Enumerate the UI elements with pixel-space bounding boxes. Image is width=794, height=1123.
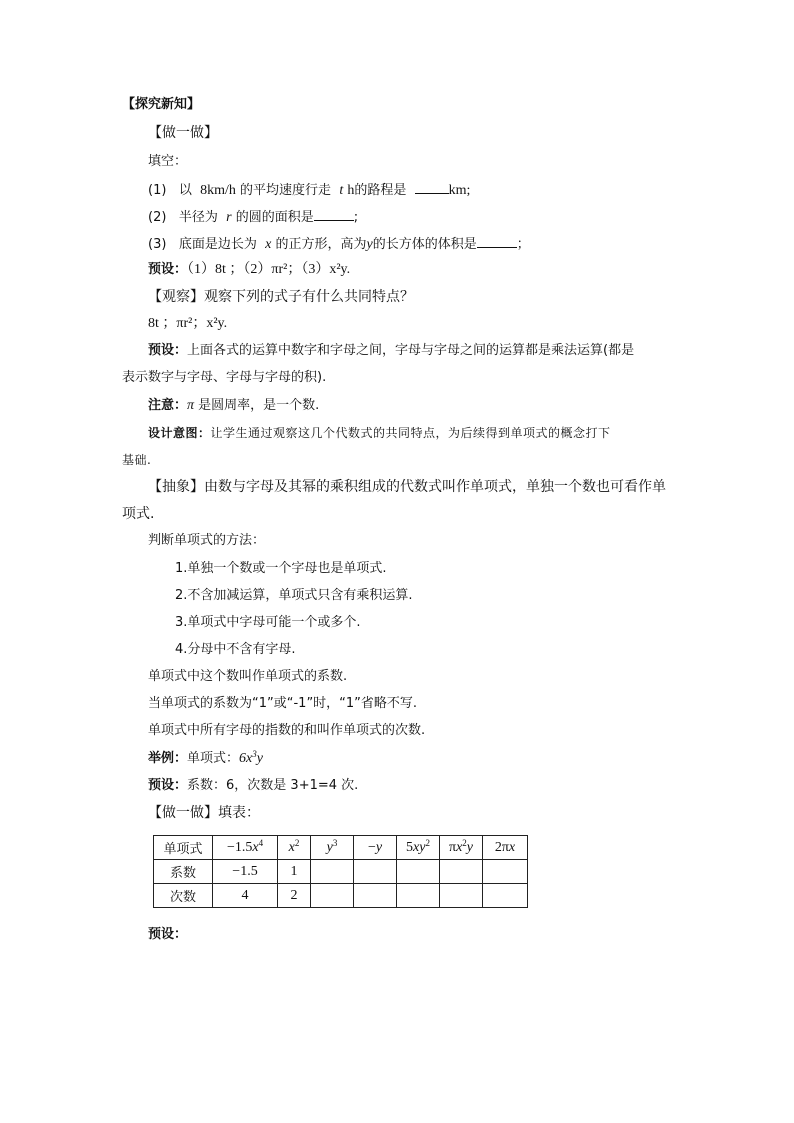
design-intent-text: 让学生通过观察这几个代数式的共同特点，为后续得到单项式的概念打下 bbox=[210, 426, 611, 440]
table-row bbox=[154, 836, 528, 860]
method-item-3: 3.单项式中字母可能一个或多个. bbox=[175, 615, 361, 630]
method-item-1: 1.单独一个数或一个字母也是单项式. bbox=[175, 561, 387, 576]
q3-prefix: 底面是边长为 bbox=[178, 237, 257, 252]
observe-line bbox=[148, 288, 414, 306]
degree-cell[interactable] bbox=[397, 884, 440, 908]
answer-label: 预设： bbox=[148, 262, 188, 277]
do-it-title: 【做一做】 bbox=[148, 125, 218, 141]
answer-line-1 bbox=[148, 261, 350, 279]
q2-suffix: 的圆的面积是 bbox=[235, 210, 314, 225]
example-line bbox=[148, 750, 263, 768]
final-preset-label: 预设： bbox=[148, 927, 188, 942]
note-line bbox=[148, 397, 319, 415]
degree-cell[interactable] bbox=[440, 884, 483, 908]
observe-text: 观察下列的式子有什么共同特点？ bbox=[204, 289, 414, 305]
degree-cell: 4 bbox=[213, 884, 278, 908]
q1-suffix: 的路程是 bbox=[354, 183, 407, 198]
q1-var-t: t bbox=[339, 183, 344, 198]
pi-symbol: π bbox=[187, 398, 195, 413]
row-label-coefficient: 系数 bbox=[154, 860, 213, 884]
monomial-cell: $5xy^2$ bbox=[397, 836, 440, 860]
example-text: 单项式： bbox=[187, 751, 240, 766]
table-row bbox=[154, 884, 528, 908]
definition-coefficient: 单项式中这个数叫作单项式的系数. bbox=[148, 669, 348, 684]
question-1 bbox=[148, 180, 470, 200]
monomial-cell: $y^3$ bbox=[311, 836, 354, 860]
q3-number: (3) bbox=[148, 237, 167, 252]
q2-prefix: 半径为 bbox=[178, 210, 218, 225]
q1-unit-h: h bbox=[347, 183, 355, 198]
q1-speed: 8km/h bbox=[200, 183, 236, 198]
q2-answer-blank[interactable] bbox=[314, 207, 354, 221]
example-expression: $6x^3y$ bbox=[239, 749, 263, 766]
definition-degree: 单项式中所有字母的指数的和叫作单项式的次数. bbox=[148, 723, 426, 738]
method-title: 判断单项式的方法： bbox=[148, 533, 266, 548]
q1-unit-km: km; bbox=[448, 183, 471, 198]
table-row bbox=[154, 860, 528, 884]
fill-instruction: 填空： bbox=[148, 154, 188, 169]
abstract-line-2: 项式. bbox=[122, 506, 155, 522]
section-heading: 【探究新知】 bbox=[122, 97, 201, 112]
q2-end: ; bbox=[353, 210, 359, 225]
example-label: 举例： bbox=[148, 751, 188, 766]
monomial-table bbox=[153, 835, 528, 908]
monomial-cell: 2πx bbox=[483, 836, 528, 860]
q1-middle: 的平均速度行走 bbox=[240, 183, 332, 198]
degree-cell[interactable] bbox=[483, 884, 528, 908]
q1-answer-blank[interactable] bbox=[415, 180, 449, 194]
preset-3-line bbox=[148, 777, 358, 795]
q3-var-x: x bbox=[265, 237, 272, 252]
row-label-monomial: 单项式 bbox=[154, 836, 213, 860]
preset-2-line-2: 表示数字与字母、字母与字母的积). bbox=[122, 370, 327, 385]
coefficient-cell: −1.5 bbox=[213, 860, 278, 884]
q3-middle: 的正方形，高为 bbox=[275, 237, 367, 252]
coefficient-cell[interactable] bbox=[483, 860, 528, 884]
q1-prefix: 以 bbox=[178, 183, 192, 198]
q3-end: ； bbox=[516, 237, 530, 252]
preset-2-text: 上面各式的运算中数字和字母之间，字母与字母之间的运算都是乘法运算(都是 bbox=[187, 343, 635, 358]
method-item-4: 4.分母中不含有字母. bbox=[175, 642, 296, 657]
monomial-cell: $x^2$ bbox=[278, 836, 311, 860]
observe-label: 【观察】 bbox=[148, 289, 204, 305]
q1-number: (1) bbox=[148, 183, 167, 198]
monomial-cell: −y bbox=[354, 836, 397, 860]
coefficient-cell[interactable] bbox=[311, 860, 354, 884]
degree-cell: 2 bbox=[278, 884, 311, 908]
method-item-2: 2.不含加减运算，单项式只含有乘积运算. bbox=[175, 588, 413, 603]
coefficient-cell[interactable] bbox=[354, 860, 397, 884]
design-intent-label: 设计意图： bbox=[148, 426, 211, 440]
preset-2-label: 预设： bbox=[148, 343, 188, 358]
design-intent-line-1 bbox=[148, 424, 611, 442]
degree-cell[interactable] bbox=[311, 884, 354, 908]
q3-var-y: y bbox=[366, 237, 373, 252]
degree-cell[interactable] bbox=[354, 884, 397, 908]
observe-expressions: 8t ；πr²；x²y. bbox=[148, 316, 228, 331]
note-text: 是圆周率，是一个数. bbox=[198, 398, 320, 413]
design-intent-line-2: 基础. bbox=[122, 453, 152, 467]
abstract-line-1 bbox=[148, 478, 666, 496]
row-label-degree: 次数 bbox=[154, 884, 213, 908]
q2-number: (2) bbox=[148, 210, 167, 225]
q3-answer-blank[interactable] bbox=[477, 234, 517, 248]
answer-text: （1）8t ；（2）πr²；（3）x²y. bbox=[187, 262, 351, 277]
monomial-cell: $\pi x^2y$ bbox=[440, 836, 483, 860]
preset-2-line-1 bbox=[148, 342, 634, 360]
note-label: 注意： bbox=[148, 398, 188, 413]
do-it-2-title: 【做一做】 bbox=[148, 805, 218, 821]
abstract-text: 由数与字母及其幂的乘积组成的代数式叫作单项式，单独一个数也可看作单 bbox=[204, 479, 666, 495]
do-it-2-line bbox=[148, 804, 260, 822]
abstract-label: 【抽象】 bbox=[148, 479, 204, 495]
question-2 bbox=[148, 207, 358, 227]
monomial-cell: $-1.5x^4$ bbox=[213, 836, 278, 860]
coefficient-cell[interactable] bbox=[440, 860, 483, 884]
coefficient-cell: 1 bbox=[278, 860, 311, 884]
q3-suffix: 的长方体的体积是 bbox=[372, 237, 477, 252]
q2-var-r: r bbox=[226, 210, 232, 225]
preset-3-text: 系数：6，次数是 3+1=4 次. bbox=[187, 778, 359, 793]
preset-3-label: 预设： bbox=[148, 778, 188, 793]
question-3 bbox=[148, 234, 530, 254]
coefficient-cell[interactable] bbox=[397, 860, 440, 884]
definition-coefficient-rule: 当单项式的系数为“1”或“-1”时，“1”省略不写. bbox=[148, 696, 418, 711]
do-it-2-text: 填表： bbox=[218, 805, 260, 821]
